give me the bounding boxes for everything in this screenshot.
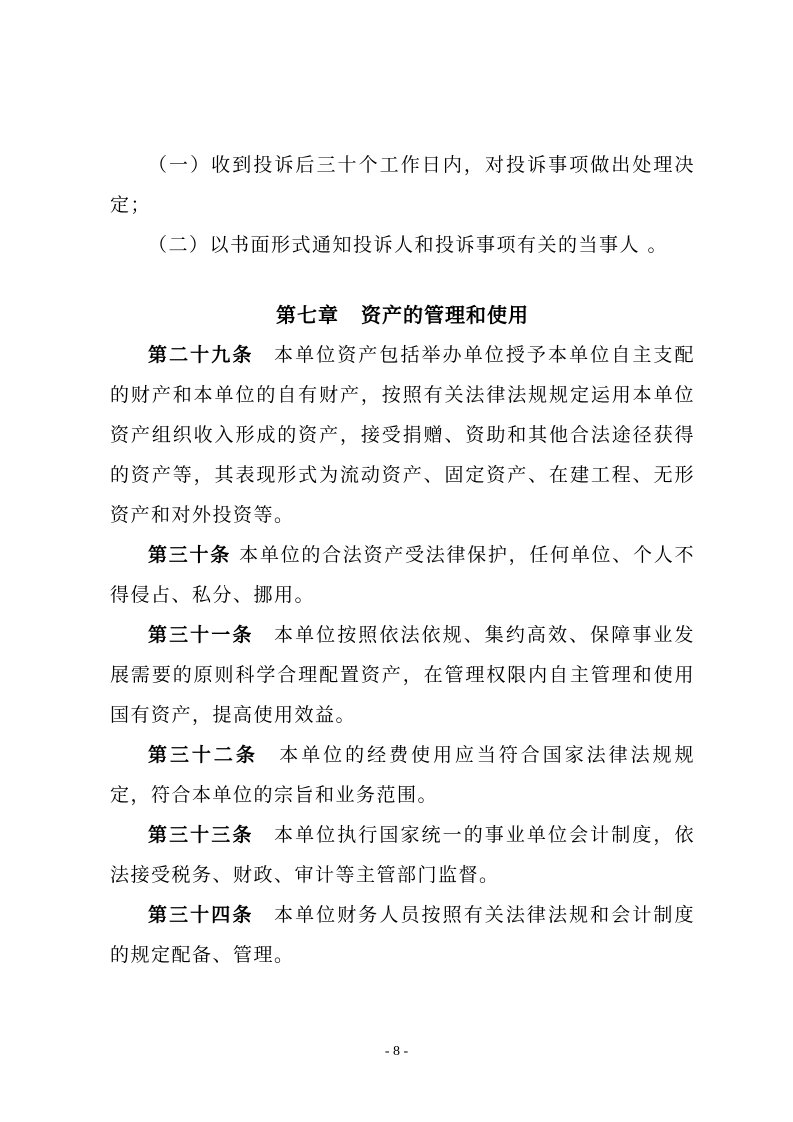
document-body [110,145,695,975]
article-31 [110,615,695,735]
article-number: 第三十四条 [148,904,254,926]
article-32 [110,735,695,815]
article-34 [110,895,695,975]
article-number: 第三十条 [148,544,231,566]
article-text: 本单位的经费使用应当符合国家法律法规规定，符合本单位的宗旨和业务范围。 [110,744,695,806]
article-text: 本单位财务人员按照有关法律法规和会计制度的规定配备、管理。 [110,904,695,966]
article-33 [110,815,695,895]
article-number: 第三十三条 [148,824,254,846]
article-29 [110,335,695,535]
list-item-1: （一）收到投诉后三十个工作日内，对投诉事项做出处理决定； [110,154,695,216]
article-30 [110,535,695,615]
list-item-2: （二）以书面形式通知投诉人和投诉事项有关的当事人 。 [148,234,669,256]
chapter-heading [110,295,695,335]
article-number: 第三十一条 [148,624,254,646]
article-number: 第二十九条 [148,344,254,366]
article-text: 本单位的合法资产受法律保护，任何单位、个人不得侵占、私分、挪用。 [110,544,695,606]
chapter-title: 资产的管理和使用 [361,303,529,327]
page-number: - 8 - [384,1044,409,1059]
article-number: 第三十二条 [148,744,258,766]
article-text: 本单位按照依法依规、集约高效、保障事业发展需要的原则科学合理配置资产，在管理权限内自主管理和使用国有资产，提高使用效益。 [110,624,695,726]
article-text: 本单位资产包括举办单位授予本单位自主支配的财产和本单位的自有财产，按照有关法律法规规定运用本单位资产组织收入形成的资产，接受捐赠、资助和其他合法途径获得的资产等，其表现形式为流动资产、固定资产、在建工程、无形资产和对外投资等。 [110,344,695,526]
chapter-number: 第七章 [276,303,339,327]
article-text: 本单位执行国家统一的事业单位会计制度，依法接受税务、财政、审计等主管部门监督。 [110,824,695,886]
